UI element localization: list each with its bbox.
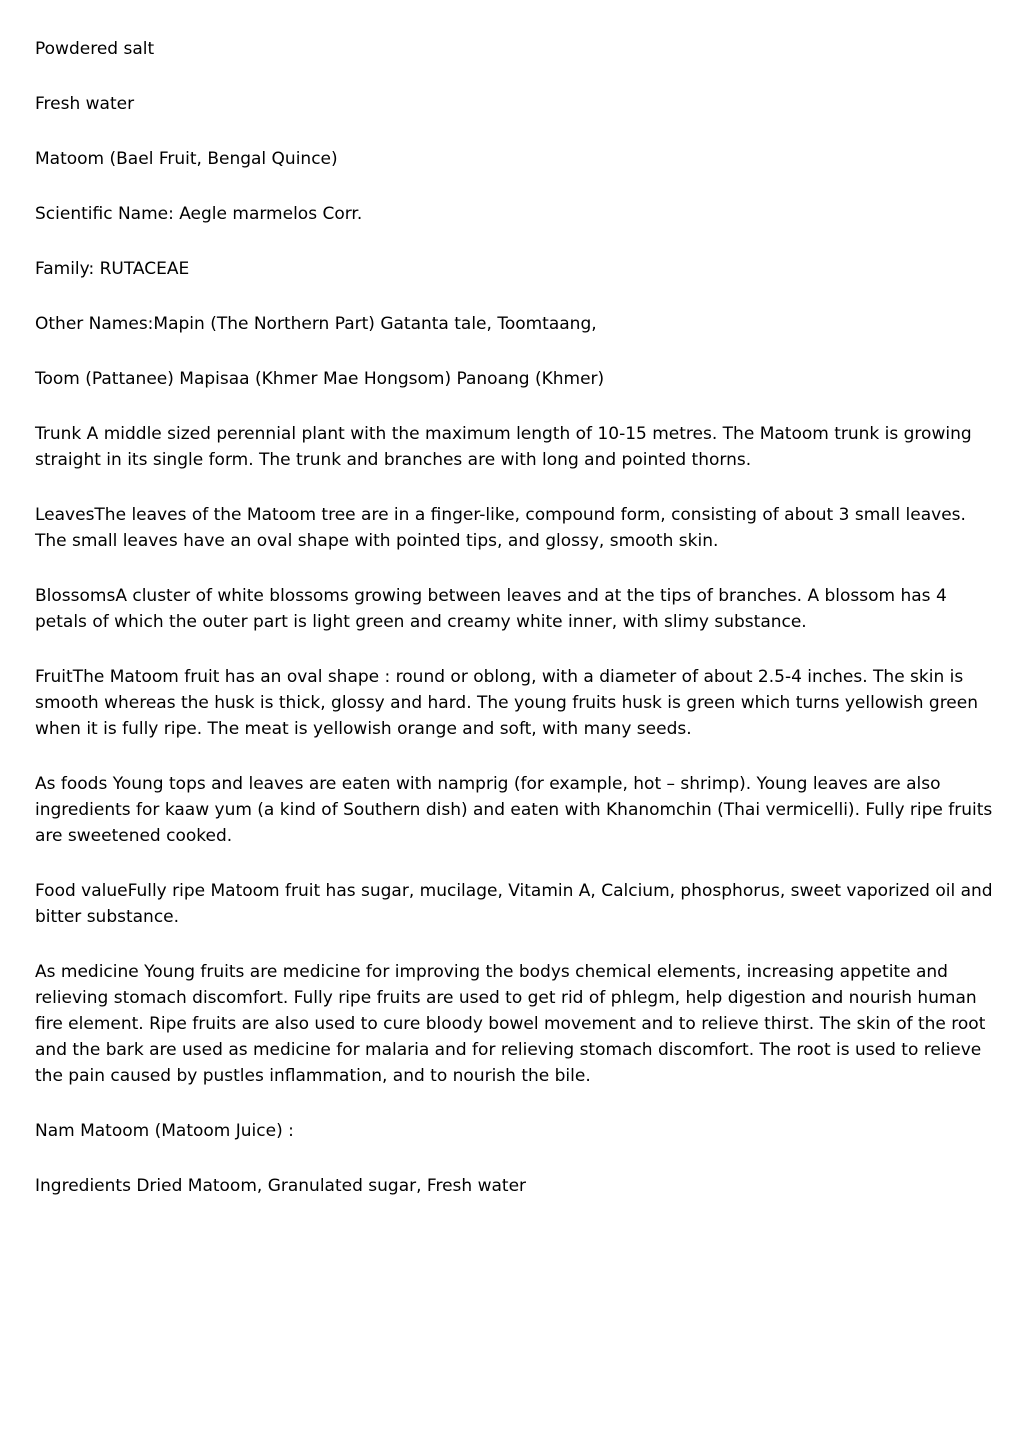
paragraph-leaves: LeavesThe leaves of the Matoom tree are in a finger-like, compound form, consisting of about 3 small leaves. The small leaves have an oval shape with pointed tips, and glossy, smooth skin.: [35, 505, 966, 551]
paragraph-scientific-name: Scientific Name: Aegle marmelos Corr.: [35, 204, 363, 224]
paragraph-trunk: Trunk A middle sized perennial plant with the maximum length of 10-15 metres. The Matoom trunk is growing straight in its single form. The trunk and branches are with long and pointed thorns.: [35, 424, 972, 470]
paragraph-blossoms: BlossomsA cluster of white blossoms growing between leaves and at the tips of branches. A blossom has 4 petals of which the outer part is light green and creamy white inner, with slimy substance.: [35, 586, 947, 632]
paragraph-other-names-continued: Toom (Pattanee) Mapisaa (Khmer Mae Hongsom) Panoang (Khmer): [35, 369, 605, 389]
paragraph-family: Family: RUTACEAE: [35, 259, 190, 279]
paragraph-as-foods: As foods Young tops and leaves are eaten with namprig (for example, hot – shrimp). Young leaves are also ingredients for kaaw yum (a kind of Southern dish) and eaten with Khanomchin (Thai vermicelli). Fully ripe fruits are sweetened cooked.: [35, 774, 993, 846]
paragraph-other-names: Other Names:Mapin (The Northern Part) Gatanta tale, Toomtaang,: [35, 314, 597, 334]
paragraph-plant-title: Matoom (Bael Fruit, Bengal Quince): [35, 149, 338, 169]
document-page: [35, 36, 995, 1228]
paragraph-fruit: FruitThe Matoom fruit has an oval shape : round or oblong, with a diameter of about 2.5-4 inches. The skin is smooth whereas the husk is thick, glossy and hard. The young fruits husk is green which turns yellowish green when it is fully ripe. The meat is yellowish orange and soft, with many seeds.: [35, 667, 979, 739]
paragraph-food-value: Food valueFully ripe Matoom fruit has sugar, mucilage, Vitamin A, Calcium, phosphorus, sweet vaporized oil and bitter substance.: [35, 881, 993, 927]
paragraph-ingredient-salt: Powdered salt: [35, 39, 155, 59]
paragraph-ingredient-water: Fresh water: [35, 94, 135, 114]
paragraph-as-medicine: As medicine Young fruits are medicine for improving the bodys chemical elements, increasing appetite and relieving stomach discomfort. Fully ripe fruits are used to get rid of phlegm, help digestion and nourish human fire element. Ripe fruits are also used to cure bloody bowel movement and to relieve thirst. The skin of the root and the bark are used as medicine for malaria and for relieving stomach discomfort. The root is used to relieve the pain caused by pustles inflammation, and to nourish the bile.: [35, 962, 986, 1086]
paragraph-juice-ingredients: Ingredients Dried Matoom, Granulated sugar, Fresh water: [35, 1176, 527, 1196]
paragraph-juice-title: Nam Matoom (Matoom Juice) :: [35, 1121, 294, 1141]
